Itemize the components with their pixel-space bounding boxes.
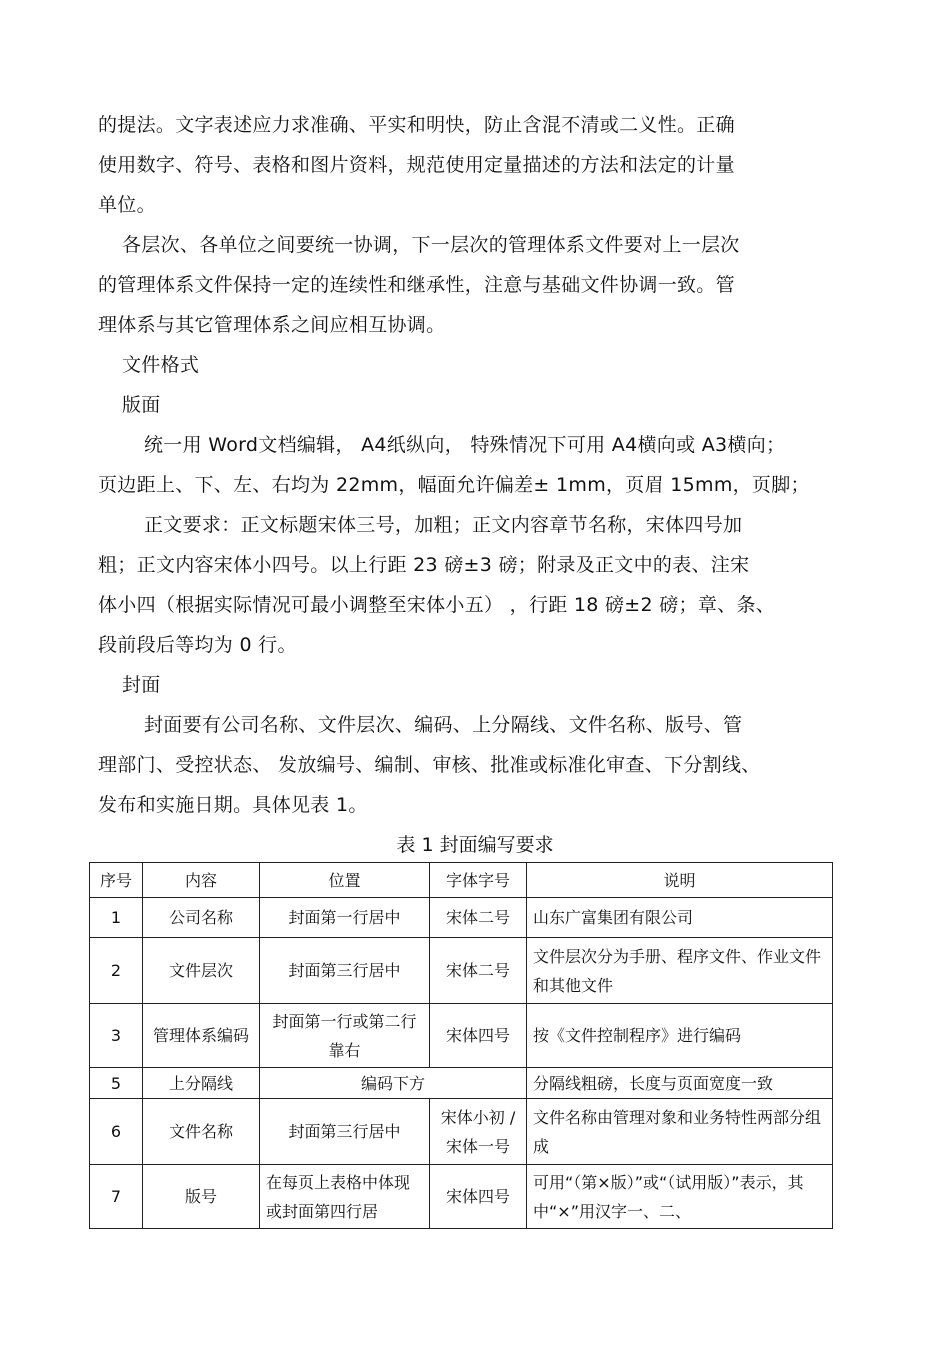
cell-note: 山东广富集团有限公司 xyxy=(527,898,833,938)
cell-no: 6 xyxy=(90,1099,143,1165)
table-caption: 表 1 封面编写要求 xyxy=(396,834,554,856)
table-header-row xyxy=(90,863,833,898)
body-text-line: 体小四（根据实际情况可最小调整至宋体小五） ，行距 18 磅±2 磅；章、条、 xyxy=(98,594,776,616)
body-text-line: 理部门、受控状态、 发放编号、编制、审核、批准或标准化审查、下分割线、 xyxy=(98,754,761,776)
body-text-line: 版面 xyxy=(122,394,161,416)
cell-content: 文件层次 xyxy=(143,938,260,1004)
table-row xyxy=(90,1165,833,1229)
cell-no: 7 xyxy=(90,1165,143,1229)
body-text-line: 发布和实施日期。具体见表 1。 xyxy=(98,794,368,816)
body-text-line: 单位。 xyxy=(98,194,156,216)
cell-note: 文件名称由管理对象和业务特性两部分组成 xyxy=(527,1099,833,1165)
cell-font: 宋体二号 xyxy=(430,898,527,938)
cell-no: 2 xyxy=(90,938,143,1004)
header-font: 字体字号 xyxy=(430,863,527,898)
cell-content: 文件名称 xyxy=(143,1099,260,1165)
page-bottom-blank xyxy=(0,1229,950,1345)
cell-note: 可用“（第×版）”或“（试用版）”表示，其中“×”用汉字一、二、 xyxy=(527,1165,833,1229)
body-text-line: 统一用 Word文档编辑， A4纸纵向， 特殊情况下可用 A4横向或 A3横向； xyxy=(144,434,786,456)
table-row xyxy=(90,938,833,1004)
cell-no: 1 xyxy=(90,898,143,938)
cell-content: 版号 xyxy=(143,1165,260,1229)
cell-note: 文件层次分为手册、程序文件、作业文件和其他文件 xyxy=(527,938,833,1004)
table-row xyxy=(90,1099,833,1165)
cell-position: 封面第一行居中 xyxy=(260,898,430,938)
cell-no: 5 xyxy=(90,1068,143,1099)
body-text-line: 的提法。文字表述应力求准确、平实和明快，防止含混不清或二义性。正确 xyxy=(98,114,735,136)
body-text-line: 页边距上、下、左、右均为 22mm，幅面允许偏差± 1mm，页眉 15mm，页脚； xyxy=(98,474,810,496)
cell-font: 宋体四号 xyxy=(430,1165,527,1229)
body-text-line: 使用数字、符号、表格和图片资料，规范使用定量描述的方法和法定的计量 xyxy=(98,154,735,176)
cell-content: 管理体系编码 xyxy=(143,1004,260,1068)
cell-position: 编码下方 xyxy=(260,1068,527,1099)
cover-requirements-table xyxy=(89,862,833,1229)
body-text-line: 封面要有公司名称、文件层次、编码、上分隔线、文件名称、版号、管 xyxy=(144,714,743,736)
body-text-line: 正文要求：正文标题宋体三号，加粗；正文内容章节名称，宋体四号加 xyxy=(144,514,743,536)
body-text-line: 段前段后等均为 0 行。 xyxy=(98,634,297,656)
cell-content: 公司名称 xyxy=(143,898,260,938)
table-row xyxy=(90,898,833,938)
cell-note: 按《文件控制程序》进行编码 xyxy=(527,1004,833,1068)
cell-font: 宋体四号 xyxy=(430,1004,527,1068)
table-row xyxy=(90,1004,833,1068)
cell-position: 封面第一行或第二行靠右 xyxy=(260,1004,430,1068)
table-row xyxy=(90,1068,833,1099)
body-text-line: 粗；正文内容宋体小四号。以上行距 23 磅±3 磅；附录及正文中的表、注宋 xyxy=(98,554,750,576)
header-no: 序号 xyxy=(90,863,143,898)
cell-position: 封面第三行居中 xyxy=(260,938,430,1004)
header-note: 说明 xyxy=(527,863,833,898)
cell-position: 在每页上表格中体现或封面第四行居 xyxy=(260,1165,430,1229)
body-text-line: 各层次、各单位之间要统一协调，下一层次的管理体系文件要对上一层次 xyxy=(122,234,740,256)
header-content: 内容 xyxy=(143,863,260,898)
cell-note: 分隔线粗磅，长度与页面宽度一致 xyxy=(527,1068,833,1099)
body-text-line: 理体系与其它管理体系之间应相互协调。 xyxy=(98,314,446,336)
cell-position: 封面第三行居中 xyxy=(260,1099,430,1165)
body-text-line: 封面 xyxy=(122,674,161,696)
body-text-line: 文件格式 xyxy=(122,354,200,376)
cell-no: 3 xyxy=(90,1004,143,1068)
cell-font: 宋体小初 / 宋体一号 xyxy=(430,1099,527,1165)
cell-content: 上分隔线 xyxy=(143,1068,260,1099)
cell-font: 宋体二号 xyxy=(430,938,527,1004)
body-text-line: 的管理体系文件保持一定的连续性和继承性，注意与基础文件协调一致。管 xyxy=(98,274,735,296)
header-position: 位置 xyxy=(260,863,430,898)
